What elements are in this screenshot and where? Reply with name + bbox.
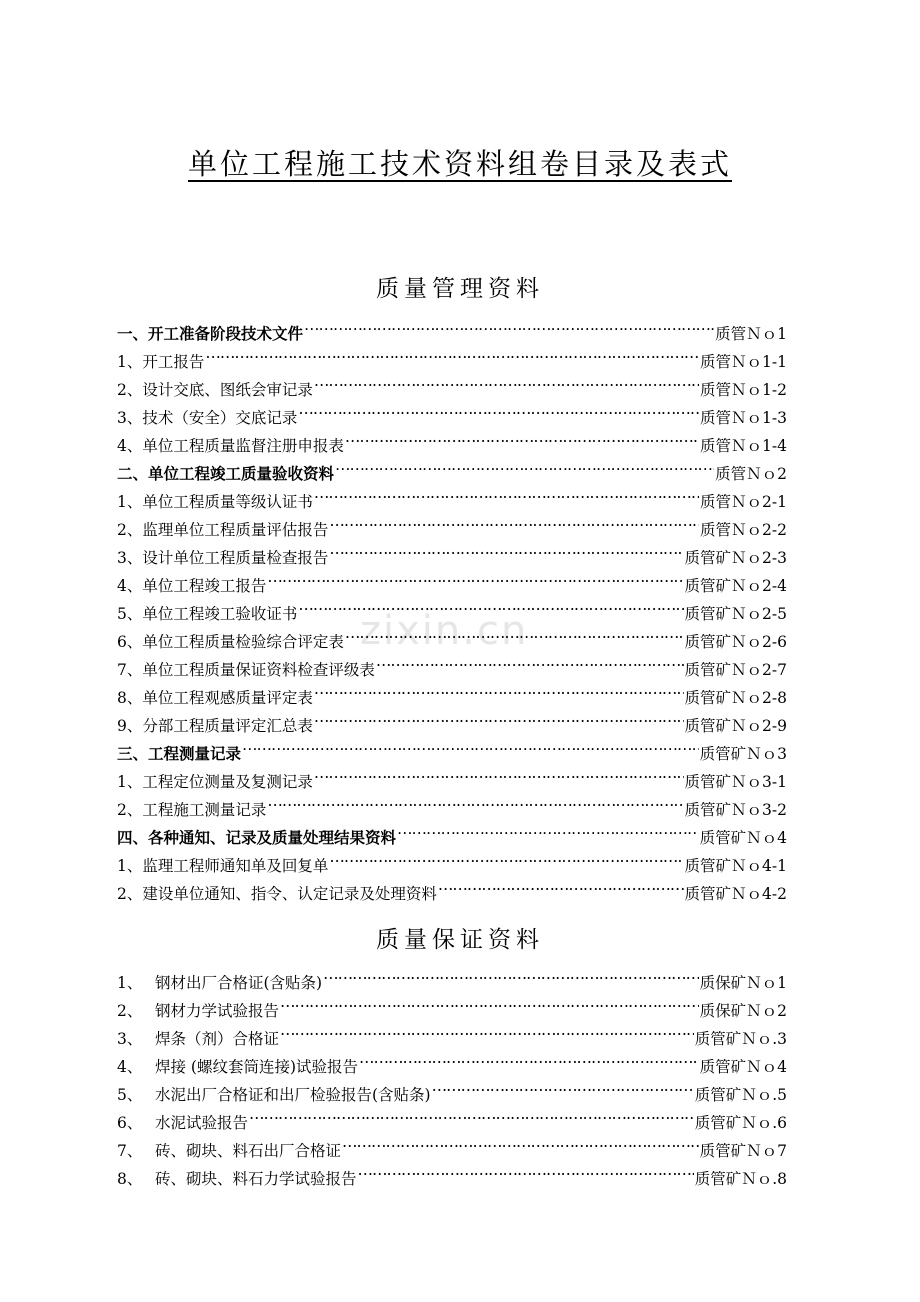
- watermark: zixin.cn: [360, 608, 529, 654]
- toc-entry-code: 质管矿Ｎｏ2-6: [684, 633, 787, 651]
- toc-entry-text: 砖、砌块、料石出厂合格证: [155, 1142, 342, 1160]
- toc-entry-code: 质管Ｎｏ2-2: [700, 521, 787, 539]
- toc-leader-dots: [304, 311, 714, 339]
- toc-entry-code: 质管矿Ｎｏ4: [699, 1058, 787, 1076]
- toc-entry-label: 8、单位工程观感质量评定表: [117, 689, 313, 707]
- toc-entry-code: 质管矿Ｎｏ.3: [694, 1030, 787, 1048]
- toc-leader-dots: [280, 988, 699, 1016]
- toc-entry-code: 质管矿Ｎｏ3: [699, 745, 787, 763]
- toc-entry: [117, 339, 787, 371]
- toc-entry-label: 6、单位工程质量检验综合评定表: [117, 633, 344, 651]
- toc-entry-code: 质管矿Ｎｏ2-9: [684, 717, 787, 735]
- toc-entry-label: 1、工程定位测量及复测记录: [117, 773, 313, 791]
- toc-entry-label: 2、工程施工测量记录: [117, 801, 267, 819]
- toc-leader-dots: [242, 731, 699, 759]
- toc-leader-dots: [298, 591, 683, 619]
- toc-leader-dots: [359, 1044, 699, 1072]
- toc-leader-dots: [358, 1156, 694, 1184]
- toc-entry-code: 质管矿Ｎｏ4-2: [684, 885, 787, 903]
- toc-entry-number: 2、: [117, 1002, 143, 1020]
- section-heading-quality-assurance: 质量保证资料: [376, 927, 544, 953]
- toc-entry-code: 质管矿Ｎｏ2-4: [684, 577, 787, 595]
- toc-quality-management: [117, 311, 787, 903]
- toc-entry-label: 5、单位工程竣工验收证书: [117, 605, 298, 623]
- toc-leader-dots: [314, 479, 699, 507]
- toc-entry-label: [117, 1053, 358, 1081]
- toc-entry-code: 质管矿Ｎｏ.5: [694, 1086, 787, 1104]
- toc-leader-dots: [280, 1016, 694, 1044]
- toc-entry-code: 质管矿Ｎｏ2-5: [684, 605, 787, 623]
- toc-entry-number: 6、: [117, 1114, 143, 1132]
- toc-entry-code: 质管矿Ｎｏ7: [699, 1142, 787, 1160]
- toc-entry-text: 水泥出厂合格证和出厂检验报告(含贴条): [155, 1086, 431, 1104]
- toc-leader-dots: [345, 423, 699, 451]
- toc-entry-code: 质管Ｎｏ2: [715, 465, 787, 483]
- toc-entry-number: 8、: [117, 1170, 143, 1188]
- toc-entry-code: 质管矿Ｎｏ2-3: [684, 549, 787, 567]
- toc-entry-text: 钢材力学试验报告: [155, 1002, 280, 1020]
- toc-entry-label: 3、设计单位工程质量检查报告: [117, 549, 329, 567]
- toc-leader-dots: [329, 507, 699, 535]
- toc-entry-label: 2、设计交底、图纸会审记录: [117, 381, 313, 399]
- toc-leader-dots: [438, 871, 684, 899]
- toc-entry-label: 1、监理工程师通知单及回复单: [117, 857, 329, 875]
- toc-entry-code: 质管矿Ｎｏ4-1: [684, 857, 787, 875]
- toc-entry-code: 质管矿Ｎｏ4: [699, 829, 787, 847]
- toc-entry-label: [117, 1025, 279, 1053]
- toc-entry: [117, 367, 787, 399]
- toc-entry-label: 7、单位工程质量保证资料检查评级表: [117, 661, 375, 679]
- toc-entry-label: 四、各种通知、记录及质量处理结果资料: [117, 829, 397, 847]
- toc-leader-dots: [314, 367, 699, 395]
- toc-leader-dots: [397, 815, 699, 843]
- toc-entry-number: 4、: [117, 1058, 143, 1076]
- toc-entry-label: 1、开工报告: [117, 353, 205, 371]
- toc-entry-code: 质保矿Ｎｏ2: [699, 1002, 787, 1020]
- toc-leader-dots: [249, 1100, 694, 1128]
- toc-entry-label: 2、监理单位工程质量评估报告: [117, 521, 329, 539]
- toc-entry-number: 7、: [117, 1142, 143, 1160]
- section-heading-quality-management: 质量管理资料: [376, 276, 544, 302]
- toc-entry-label: 4、单位工程竣工报告: [117, 577, 267, 595]
- toc-leader-dots: [432, 1072, 694, 1100]
- toc-heading-entry: [117, 311, 787, 343]
- toc-entry-code: 质管Ｎｏ1-2: [700, 381, 787, 399]
- toc-entry: [117, 960, 787, 992]
- toc-leader-dots: [267, 787, 683, 815]
- toc-entry-code: 质管矿Ｎｏ3-2: [684, 801, 787, 819]
- toc-entry-label: 二、单位工程竣工质量验收资料: [117, 465, 335, 483]
- toc-entry-label: 一、开工准备阶段技术文件: [117, 325, 304, 343]
- toc-entry-number: 1、: [117, 974, 143, 992]
- toc-quality-assurance: [117, 960, 787, 1188]
- toc-entry-code: 质管矿Ｎｏ.6: [694, 1114, 787, 1132]
- toc-entry-label: 4、单位工程质量监督注册申报表: [117, 437, 344, 455]
- toc-entry-label: [117, 997, 279, 1025]
- toc-leader-dots: [329, 535, 683, 563]
- toc-entry-number: 5、: [117, 1086, 143, 1104]
- toc-leader-dots: [342, 1128, 699, 1156]
- toc-entry-code: 质管Ｎｏ1-4: [700, 437, 787, 455]
- toc-entry-label: 9、分部工程质量评定汇总表: [117, 717, 313, 735]
- toc-entry-code: 质管Ｎｏ1-3: [700, 409, 787, 427]
- toc-leader-dots: [298, 395, 699, 423]
- toc-leader-dots: [205, 339, 699, 367]
- toc-leader-dots: [345, 619, 684, 647]
- toc-entry-number: 3、: [117, 1030, 143, 1048]
- toc-entry-label: [117, 1109, 248, 1137]
- toc-entry-code: 质管Ｎｏ1: [715, 325, 787, 343]
- toc-leader-dots: [267, 563, 683, 591]
- toc-entry-label: [117, 1137, 341, 1165]
- toc-entry-code: 质管矿Ｎｏ.8: [694, 1170, 787, 1188]
- toc-entry-label: 三、工程测量记录: [117, 745, 242, 763]
- toc-leader-dots: [314, 703, 684, 731]
- toc-entry-text: 钢材出厂合格证(含贴条): [155, 974, 323, 992]
- document-title: [0, 142, 920, 183]
- toc-leader-dots: [376, 647, 684, 675]
- toc-entry-text: 砖、砌块、料石力学试验报告: [155, 1170, 357, 1188]
- toc-entry-label: 2、建设单位通知、指令、认定记录及处理资料: [117, 885, 437, 903]
- document-title-text: 单位工程施工技术资料组卷目录及表式: [187, 147, 732, 181]
- toc-leader-dots: [329, 843, 683, 871]
- toc-entry-code: 质管矿Ｎｏ2-8: [684, 689, 787, 707]
- toc-leader-dots: [335, 451, 714, 479]
- toc-entry-text: 焊条（剂）合格证: [155, 1030, 280, 1048]
- toc-entry-label: 1、单位工程质量等级认证书: [117, 493, 313, 511]
- toc-entry-code: 质管矿Ｎｏ3-1: [684, 773, 787, 791]
- toc-leader-dots: [314, 675, 684, 703]
- toc-leader-dots: [314, 759, 684, 787]
- toc-entry-code: 质保矿Ｎｏ1: [699, 974, 787, 992]
- toc-entry-text: 焊接 (螺纹套筒连接)试验报告: [155, 1058, 359, 1076]
- toc-leader-dots: [323, 960, 699, 988]
- toc-entry-label: [117, 1165, 357, 1193]
- toc-entry-text: 水泥试验报告: [155, 1114, 249, 1132]
- toc-entry-code: 质管Ｎｏ2-1: [700, 493, 787, 511]
- toc-entry-code: 质管Ｎｏ1-1: [700, 353, 787, 371]
- toc-entry-code: 质管矿Ｎｏ2-7: [684, 661, 787, 679]
- toc-entry-label: 3、技术（安全）交底记录: [117, 409, 298, 427]
